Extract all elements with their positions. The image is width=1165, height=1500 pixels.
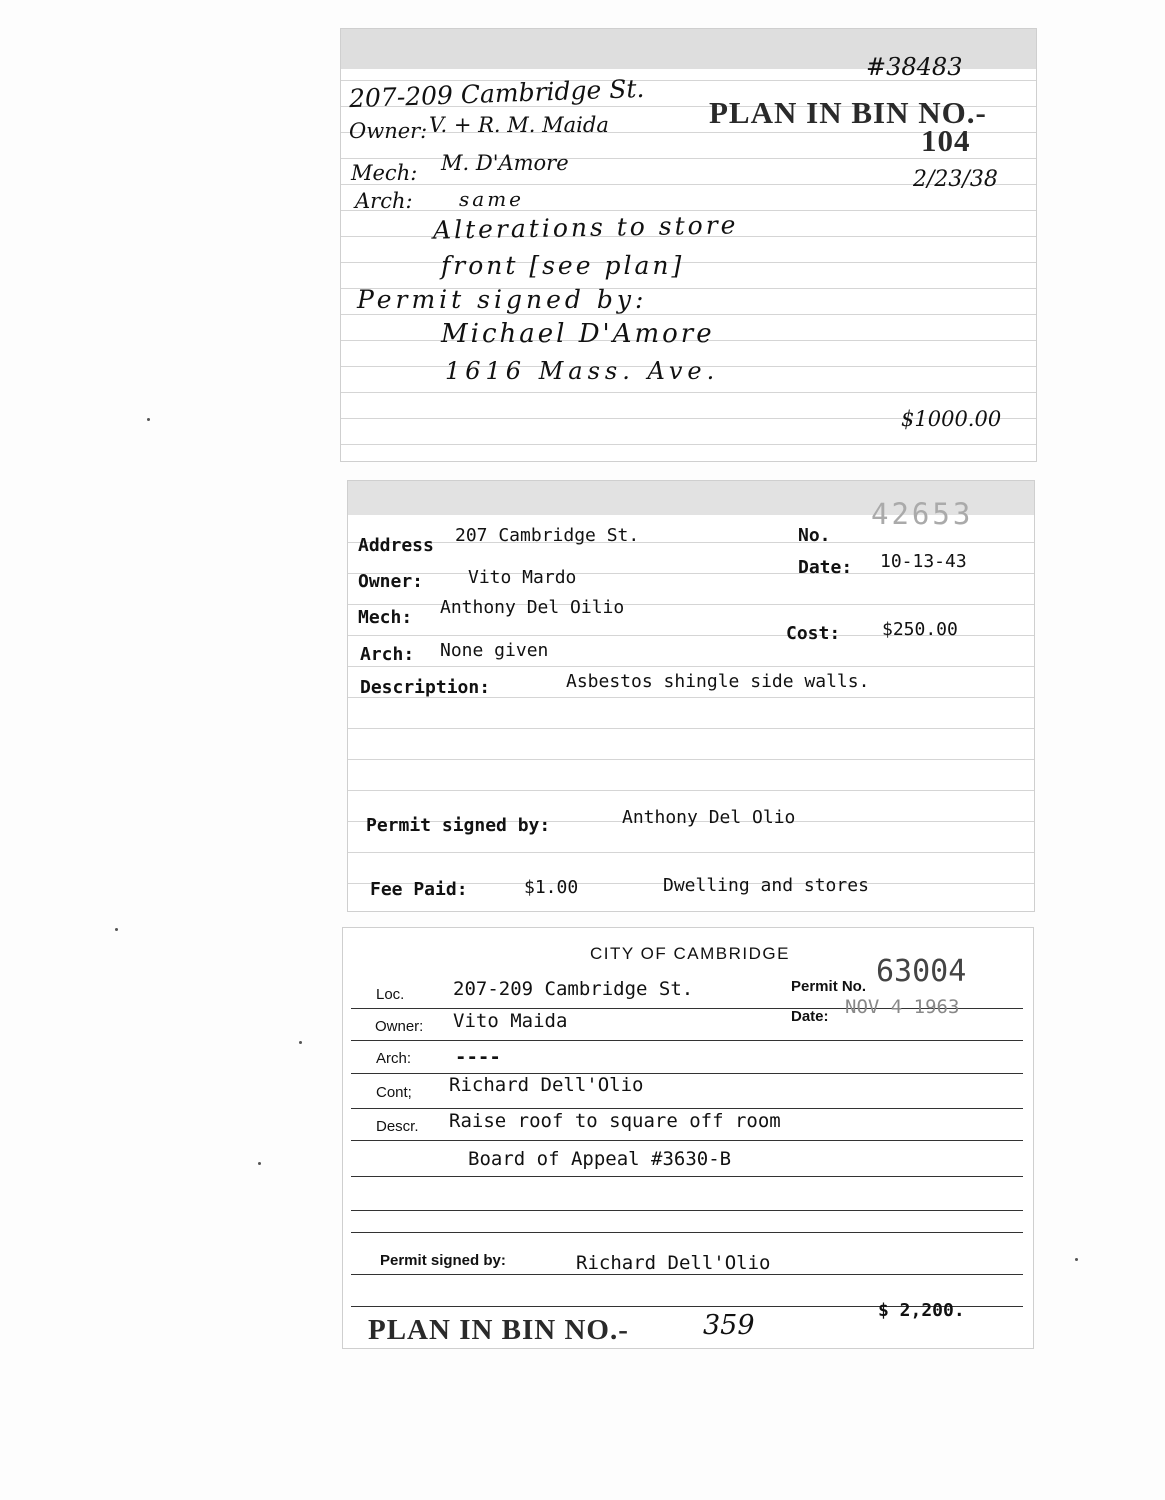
card3-rule-descr2 <box>351 1176 1023 1177</box>
card2-owner-label: Owner: <box>358 571 424 592</box>
card3-loc: 207-209 Cambridge St. <box>453 978 694 1000</box>
card3-descr-line2: Board of Appeal #3630-B <box>468 1148 732 1170</box>
card3-permit-no: 63004 <box>876 954 967 989</box>
card2-cost: $250.00 <box>882 619 958 640</box>
card2-arch-label: Arch: <box>360 644 415 665</box>
card3-descr-line1: Raise roof to square off room <box>449 1110 781 1132</box>
card3-permit-signed-label: Permit signed by: <box>380 1252 506 1269</box>
card2-date: 10-13-43 <box>880 551 967 572</box>
card1-mech: M. D'Amore <box>441 151 569 175</box>
card2-no-label: No. <box>798 525 831 546</box>
card3-cont-label: Cont; <box>376 1084 412 1101</box>
permit-card-1943 <box>347 480 1035 912</box>
card3-cost: $ 2,200. <box>878 1300 965 1321</box>
card3-plan-in-bin-stamp: PLAN IN BIN NO.- <box>368 1314 629 1346</box>
card2-description: Asbestos shingle side walls. <box>566 671 870 692</box>
card3-date: NOV 4 1963 <box>845 996 960 1018</box>
card2-arch: None given <box>440 640 549 661</box>
card1-date: 2/23/38 <box>913 167 998 192</box>
permit-card-1963 <box>342 927 1034 1349</box>
card2-fee: $1.00 <box>524 877 579 898</box>
card3-rule-signer <box>351 1274 1023 1275</box>
card1-mech-label: Mech: <box>351 161 418 185</box>
card3-arch: ---- <box>455 1046 501 1068</box>
card2-mech: Anthony Del Oilio <box>440 597 625 618</box>
card3-signer: Richard Dell'Olio <box>576 1252 771 1274</box>
card3-rule-blank1 <box>351 1210 1023 1211</box>
card1-owner: V. + R. M. Maida <box>429 113 609 137</box>
scan-speck <box>1075 1258 1078 1261</box>
card3-loc-label: Loc. <box>376 986 405 1003</box>
scan-speck <box>299 1041 302 1044</box>
card1-cost: $1000.00 <box>901 407 1002 431</box>
card3-rule-owner <box>351 1040 1023 1041</box>
card3-owner: Vito Maida <box>453 1010 568 1032</box>
card3-permit-no-label: Permit No. <box>791 978 867 995</box>
card1-arch-label: Arch: <box>355 189 413 213</box>
scan-speck <box>115 928 118 931</box>
card3-cont: Richard Dell'Olio <box>449 1074 644 1096</box>
card1-permit-label: Permit signed by: <box>357 285 648 314</box>
card3-owner-label: Owner: <box>375 1018 424 1035</box>
card1-address: 207-209 Cambridge St. <box>348 73 645 114</box>
card3-arch-label: Arch: <box>376 1050 412 1067</box>
card2-description-label: Description: <box>360 677 491 698</box>
card3-descr-label: Descr. <box>376 1118 419 1135</box>
card2-address: 207 Cambridge St. <box>455 525 640 546</box>
card1-number: #38483 <box>866 53 963 81</box>
permit-card-1938 <box>340 28 1037 462</box>
card2-signer: Anthony Del Olio <box>622 807 796 828</box>
card2-cost-label: Cost: <box>786 623 841 644</box>
card1-owner-label: Owner: <box>349 119 428 143</box>
card3-rule-descr1 <box>351 1140 1023 1141</box>
card2-mech-label: Mech: <box>358 607 413 628</box>
card3-bin-number: 359 <box>703 1310 755 1341</box>
scan-speck <box>258 1162 261 1165</box>
card3-header: CITY OF CAMBRIDGE <box>590 944 790 963</box>
card2-use: Dwelling and stores <box>663 875 869 896</box>
card2-owner: Vito Mardo <box>468 567 577 588</box>
card3-date-label: Date: <box>791 1008 829 1025</box>
card1-desc-line1: Alterations to store <box>432 210 739 245</box>
card1-signer: Michael D'Amore <box>441 319 715 349</box>
card1-desc-line2: front [see plan] <box>441 251 685 280</box>
card1-signer-address: 1616 Mass. Ave. <box>445 357 720 385</box>
card2-date-label: Date: <box>798 557 853 578</box>
card2-fee-label: Fee Paid: <box>370 879 468 900</box>
card1-bin-number: 104 <box>921 123 971 158</box>
card3-rule-blank2 <box>351 1232 1023 1233</box>
card2-number: 42653 <box>871 497 974 531</box>
scan-speck <box>147 418 150 421</box>
card1-plan-in-bin-stamp: PLAN IN BIN NO.- <box>709 95 987 130</box>
card2-address-label: Address <box>358 535 434 556</box>
card1-arch: same <box>459 187 524 211</box>
card3-rule-cont <box>351 1108 1023 1109</box>
card2-permit-label: Permit signed by: <box>366 815 551 836</box>
